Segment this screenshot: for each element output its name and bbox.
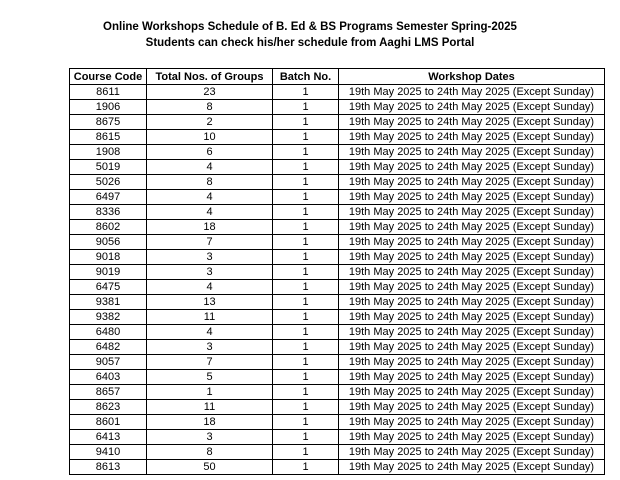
groups-cell: 3	[147, 265, 273, 280]
batch-no-cell: 1	[273, 430, 339, 445]
workshop-dates-cell: 19th May 2025 to 24th May 2025 (Except Sunday)	[339, 430, 605, 445]
course-code-cell: 9381	[70, 295, 147, 310]
workshop-dates-cell: 19th May 2025 to 24th May 2025 (Except Sunday)	[339, 370, 605, 385]
table-row	[70, 415, 605, 430]
batch-no-cell: 1	[273, 175, 339, 190]
table-row	[70, 325, 605, 340]
table-row	[70, 145, 605, 160]
batch-no-cell: 1	[273, 265, 339, 280]
course-code-cell: 9018	[70, 250, 147, 265]
workshop-dates-cell: 19th May 2025 to 24th May 2025 (Except Sunday)	[339, 160, 605, 175]
groups-cell: 11	[147, 400, 273, 415]
workshop-dates-cell: 19th May 2025 to 24th May 2025 (Except Sunday)	[339, 100, 605, 115]
table-row	[70, 115, 605, 130]
workshop-dates-cell: 19th May 2025 to 24th May 2025 (Except Sunday)	[339, 265, 605, 280]
batch-no-cell: 1	[273, 445, 339, 460]
workshop-schedule-table	[69, 68, 605, 475]
batch-no-cell: 1	[273, 115, 339, 130]
batch-no-cell: 1	[273, 220, 339, 235]
course-code-cell: 6480	[70, 325, 147, 340]
groups-cell: 3	[147, 430, 273, 445]
batch-no-cell: 1	[273, 85, 339, 100]
workshop-dates-cell: 19th May 2025 to 24th May 2025 (Except Sunday)	[339, 145, 605, 160]
table-row	[70, 340, 605, 355]
course-code-cell: 6482	[70, 340, 147, 355]
table-row	[70, 445, 605, 460]
course-code-cell: 6403	[70, 370, 147, 385]
groups-cell: 6	[147, 145, 273, 160]
course-code-cell: 8336	[70, 205, 147, 220]
batch-no-cell: 1	[273, 235, 339, 250]
groups-cell: 4	[147, 160, 273, 175]
table-row	[70, 220, 605, 235]
header-batch-no: Batch No.	[273, 69, 339, 85]
groups-cell: 4	[147, 205, 273, 220]
table-header-row	[70, 69, 605, 85]
groups-cell: 18	[147, 415, 273, 430]
groups-cell: 1	[147, 385, 273, 400]
table-row	[70, 235, 605, 250]
table-row	[70, 250, 605, 265]
course-code-cell: 8615	[70, 130, 147, 145]
course-code-cell: 5026	[70, 175, 147, 190]
course-code-cell: 1908	[70, 145, 147, 160]
groups-cell: 7	[147, 235, 273, 250]
course-code-cell: 8623	[70, 400, 147, 415]
workshop-dates-cell: 19th May 2025 to 24th May 2025 (Except Sunday)	[339, 295, 605, 310]
workshop-dates-cell: 19th May 2025 to 24th May 2025 (Except Sunday)	[339, 190, 605, 205]
document-title: Online Workshops Schedule of B. Ed & BS Programs Semester Spring-2025	[103, 21, 517, 33]
workshop-dates-cell: 19th May 2025 to 24th May 2025 (Except Sunday)	[339, 310, 605, 325]
groups-cell: 4	[147, 190, 273, 205]
groups-cell: 23	[147, 85, 273, 100]
header-course-code: Course Code	[70, 69, 147, 85]
table-row	[70, 130, 605, 145]
course-code-cell: 9057	[70, 355, 147, 370]
batch-no-cell: 1	[273, 280, 339, 295]
workshop-dates-cell: 19th May 2025 to 24th May 2025 (Except Sunday)	[339, 130, 605, 145]
groups-cell: 3	[147, 340, 273, 355]
workshop-dates-cell: 19th May 2025 to 24th May 2025 (Except Sunday)	[339, 355, 605, 370]
course-code-cell: 6413	[70, 430, 147, 445]
workshop-dates-cell: 19th May 2025 to 24th May 2025 (Except Sunday)	[339, 385, 605, 400]
table-row	[70, 430, 605, 445]
table-row	[70, 310, 605, 325]
table-row	[70, 460, 605, 475]
workshop-dates-cell: 19th May 2025 to 24th May 2025 (Except Sunday)	[339, 175, 605, 190]
table-row	[70, 85, 605, 100]
course-code-cell: 8611	[70, 85, 147, 100]
groups-cell: 8	[147, 445, 273, 460]
batch-no-cell: 1	[273, 205, 339, 220]
table-body	[70, 85, 605, 475]
batch-no-cell: 1	[273, 400, 339, 415]
workshop-dates-cell: 19th May 2025 to 24th May 2025 (Except Sunday)	[339, 400, 605, 415]
workshop-dates-cell: 19th May 2025 to 24th May 2025 (Except Sunday)	[339, 85, 605, 100]
course-code-cell: 8601	[70, 415, 147, 430]
batch-no-cell: 1	[273, 340, 339, 355]
course-code-cell: 9019	[70, 265, 147, 280]
workshop-dates-cell: 19th May 2025 to 24th May 2025 (Except Sunday)	[339, 340, 605, 355]
workshop-dates-cell: 19th May 2025 to 24th May 2025 (Except Sunday)	[339, 115, 605, 130]
groups-cell: 13	[147, 295, 273, 310]
table-row	[70, 295, 605, 310]
table-row	[70, 205, 605, 220]
batch-no-cell: 1	[273, 355, 339, 370]
batch-no-cell: 1	[273, 100, 339, 115]
workshop-dates-cell: 19th May 2025 to 24th May 2025 (Except Sunday)	[339, 445, 605, 460]
workshop-dates-cell: 19th May 2025 to 24th May 2025 (Except Sunday)	[339, 220, 605, 235]
course-code-cell: 9410	[70, 445, 147, 460]
document-subtitle: Students can check his/her schedule from Aaghi LMS Portal	[145, 36, 475, 49]
course-code-cell: 8602	[70, 220, 147, 235]
course-code-cell: 8613	[70, 460, 147, 475]
course-code-cell: 1906	[70, 100, 147, 115]
groups-cell: 4	[147, 325, 273, 340]
table-row	[70, 175, 605, 190]
batch-no-cell: 1	[273, 250, 339, 265]
document-heading	[0, 20, 620, 51]
batch-no-cell: 1	[273, 325, 339, 340]
groups-cell: 3	[147, 250, 273, 265]
table-row	[70, 385, 605, 400]
batch-no-cell: 1	[273, 295, 339, 310]
groups-cell: 7	[147, 355, 273, 370]
table-row	[70, 280, 605, 295]
table-row	[70, 355, 605, 370]
table-row	[70, 400, 605, 415]
table-row	[70, 160, 605, 175]
batch-no-cell: 1	[273, 415, 339, 430]
groups-cell: 11	[147, 310, 273, 325]
header-workshop-dates: Workshop Dates	[339, 69, 605, 85]
workshop-dates-cell: 19th May 2025 to 24th May 2025 (Except Sunday)	[339, 205, 605, 220]
groups-cell: 2	[147, 115, 273, 130]
batch-no-cell: 1	[273, 145, 339, 160]
groups-cell: 8	[147, 175, 273, 190]
workshop-dates-cell: 19th May 2025 to 24th May 2025 (Except Sunday)	[339, 280, 605, 295]
workshop-dates-cell: 19th May 2025 to 24th May 2025 (Except Sunday)	[339, 250, 605, 265]
groups-cell: 10	[147, 130, 273, 145]
workshop-dates-cell: 19th May 2025 to 24th May 2025 (Except Sunday)	[339, 325, 605, 340]
groups-cell: 5	[147, 370, 273, 385]
workshop-dates-cell: 19th May 2025 to 24th May 2025 (Except Sunday)	[339, 415, 605, 430]
table-row	[70, 265, 605, 280]
batch-no-cell: 1	[273, 130, 339, 145]
batch-no-cell: 1	[273, 310, 339, 325]
batch-no-cell: 1	[273, 385, 339, 400]
groups-cell: 8	[147, 100, 273, 115]
batch-no-cell: 1	[273, 460, 339, 475]
course-code-cell: 9056	[70, 235, 147, 250]
workshop-dates-cell: 19th May 2025 to 24th May 2025 (Except Sunday)	[339, 235, 605, 250]
table-row	[70, 190, 605, 205]
course-code-cell: 6497	[70, 190, 147, 205]
workshop-dates-cell: 19th May 2025 to 24th May 2025 (Except Sunday)	[339, 460, 605, 475]
course-code-cell: 6475	[70, 280, 147, 295]
groups-cell: 4	[147, 280, 273, 295]
table-row	[70, 100, 605, 115]
course-code-cell: 9382	[70, 310, 147, 325]
batch-no-cell: 1	[273, 370, 339, 385]
course-code-cell: 8657	[70, 385, 147, 400]
header-total-groups: Total Nos. of Groups	[147, 69, 273, 85]
table-row	[70, 370, 605, 385]
batch-no-cell: 1	[273, 160, 339, 175]
batch-no-cell: 1	[273, 190, 339, 205]
groups-cell: 18	[147, 220, 273, 235]
groups-cell: 50	[147, 460, 273, 475]
course-code-cell: 8675	[70, 115, 147, 130]
course-code-cell: 5019	[70, 160, 147, 175]
